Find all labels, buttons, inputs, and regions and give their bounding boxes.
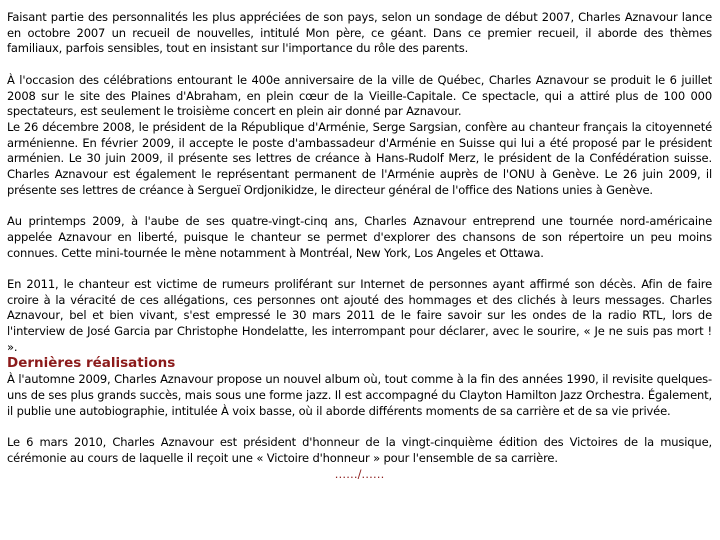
paragraph-victoires: Le 6 mars 2010, Charles Aznavour est président d'honneur de la vingt-cinquième édition des Victoires de la musique, cérémonie au cours de laquelle il reçoit une « Victoire d'honneur » pour l'ensemble de sa carrière. — [7, 435, 712, 465]
continuation-marker: ……/…… — [334, 466, 385, 481]
paragraph-armenie: Le 26 décembre 2008, le président de la République d'Arménie, Serge Sargsian, confère au chanteur français la citoyenneté arménienne. En février 2009, il accepte le poste d'ambassadeur d'Arménie en Suisse qui lui a été proposé par le président arménien. Le 30 juin 2009, il présente ses lettres de créance à Hans-Rudolf Merz, le président de la Confédération suisse. Charles Aznavour est également le représentant permanent de l'Arménie auprès de l'ONU à Genève. Le 26 juin 2009, il présente ses lettres de créance à Sergueï Ordjonikidze, le directeur général de l'office des Nations unies à Genève. — [7, 119, 712, 197]
paragraph-tournee: Au printemps 2009, à l'aube de ses quatre-vingt-cinq ans, Charles Aznavour entreprend une tournée nord-américaine appelée Aznavour en liberté, puisque le chanteur se permet d'explorer des chansons de son répertoire un peu moins connues. Cette mini-tournée le mène notamment à Montréal, New York, Los Angeles et Ottawa. — [7, 214, 712, 260]
paragraph-gap — [7, 57, 712, 73]
paragraph-recueil: Faisant partie des personnalités les plus appréciées de son pays, selon un sondage de début 2007, Charles Aznavour lance en octobre 2007 un recueil de nouvelles, intitulé Mon père, ce géant. Dans ce premier recueil, il aborde des thèmes familiaux, parfois sensibles, tout en insistant sur l'importance du rôle des parents. — [7, 10, 712, 56]
paragraph-quebec: À l'occasion des célébrations entourant le 400e anniversaire de la ville de Québec, Charles Aznavour se produit le 6 juillet 2008 sur le site des Plaines d'Abraham, en plein cœur de la Vieille-Capitale. Ce spectacle, qui a attiré plus de 100 000 spectateurs, est seulement le troisième concert en plein air donné par Aznavour. — [7, 72, 712, 119]
paragraph-rumeurs: En 2011, le chanteur est victime de rumeurs proliférant sur Internet de personnes ayant affirmé son décès. Afin de faire croire à la véracité de ces allégations, ces personnes ont ajouté des hommages et des clichés à leurs messages. Charles Aznavour, bel et bien vivant, s'est empressé le 30 mars 2011 de le faire savoir sur les ondes de la radio RTL, lors de l'interview de José Garcia par Christophe Hondelatte, les interrompant pour déclarer, avec le sourire, « Je ne suis pas mort ! ». — [7, 276, 712, 354]
paragraph-album: À l'automne 2009, Charles Aznavour propose un nouvel album où, tout comme à la fin des années 1990, il revisite quelques-uns de ses plus grands succès, mais sous une forme jazz. Il est accompagné du Clayton Hamilton Jazz Orchestra. Également, il publie une autobiographie, intitulée À voix basse, où il aborde différents moments de sa carrière et de sa vie privée. — [7, 372, 712, 418]
document-page — [7, 10, 712, 482]
paragraph-gap — [7, 198, 712, 214]
paragraph-gap — [7, 261, 712, 277]
paragraph-gap — [7, 420, 712, 436]
section-heading: Dernières réalisations — [7, 355, 176, 372]
